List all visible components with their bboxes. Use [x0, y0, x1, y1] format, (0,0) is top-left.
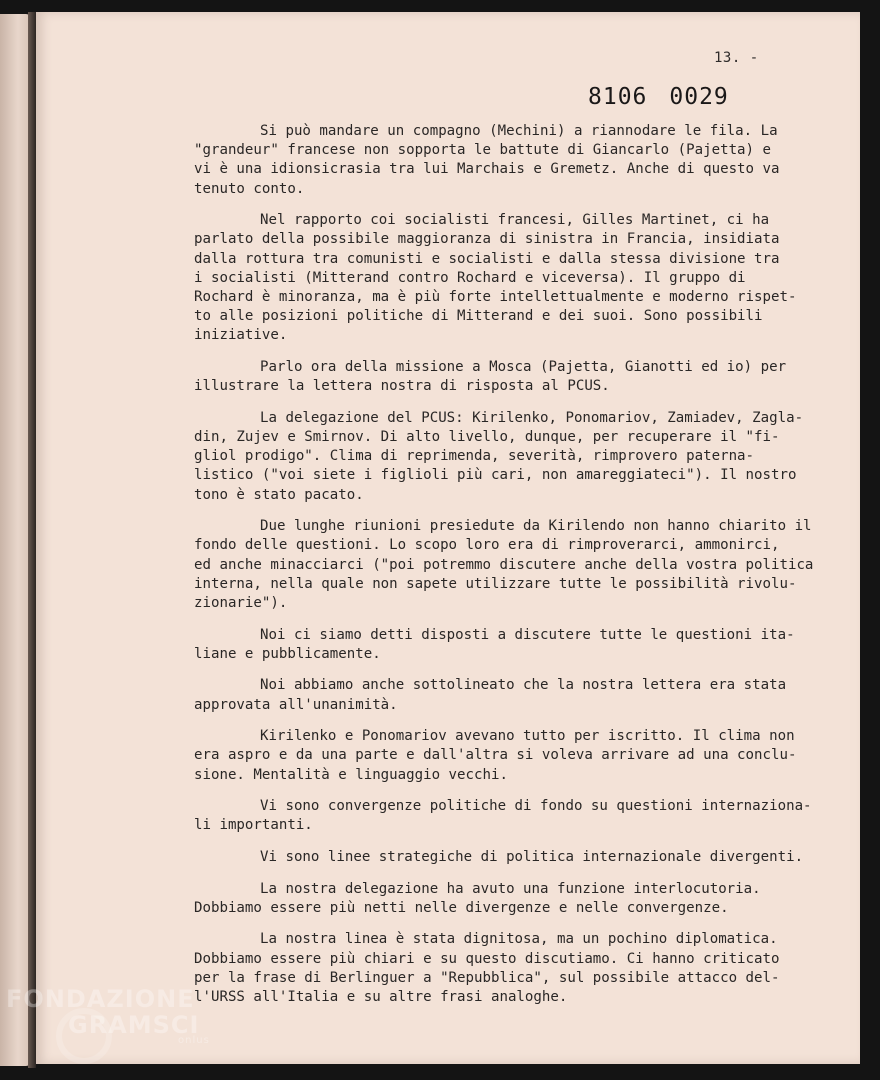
- text-line: interna, nella quale non sapete utilizzare tutte le possibilità rivolu-: [194, 575, 797, 592]
- page-number: 13. -: [714, 50, 759, 66]
- text-line: Kirilenko e Ponomariov avevano tutto per iscritto. Il clima non: [260, 728, 795, 745]
- archive-watermark: [6, 985, 210, 1046]
- text-line: li importanti.: [194, 817, 313, 834]
- facing-page-edge: [0, 14, 30, 1066]
- text-line: Noi ci siamo detti disposti a discutere tutte le questioni ita-: [260, 626, 795, 643]
- text-line: "grandeur" francese non sopporta le battute di Giancarlo (Pajetta) e: [194, 142, 771, 159]
- paragraph: [194, 409, 804, 505]
- watermark-line-3: onlus: [178, 1035, 210, 1046]
- text-line: sione. Mentalità e linguaggio vecchi.: [194, 766, 508, 783]
- text-line: tenuto conto.: [194, 180, 305, 197]
- paragraph: [194, 211, 797, 345]
- paragraph: [194, 848, 804, 867]
- archive-code-sheet: 0029: [669, 84, 729, 110]
- text-line: Dobbiamo essere più netti nelle divergenze e nelle convergenze.: [194, 899, 729, 916]
- text-line: per la frase di Berlinguer a "Repubblica", sul possibile attacco del-: [194, 969, 780, 986]
- paragraph: [194, 626, 795, 664]
- text-line: Due lunghe riunioni presiedute da Kirilendo non hanno chiarito il: [260, 518, 812, 535]
- binding-spine: [28, 12, 36, 1068]
- text-line: Si può mandare un compagno (Mechini) a riannodare le fila. La: [260, 123, 778, 139]
- text-line: Rochard è minoranza, ma è più forte intellettualmente e moderno rispet-: [194, 289, 797, 306]
- text-line: i socialisti (Mitterand contro Rochard e viceversa). Il gruppo di: [194, 269, 746, 286]
- text-line: l'URSS all'Italia e su altre frasi analoghe.: [194, 989, 568, 1006]
- text-line: approvata all'unanimità.: [194, 696, 398, 713]
- text-line: gliol prodigo". Clima di reprimenda, severità, rimprovero paterna-: [194, 448, 755, 465]
- text-line: Parlo ora della missione a Mosca (Pajetta, Gianotti ed io) per: [260, 359, 787, 376]
- text-line: era aspro e da una parte e dall'altra si voleva arrivare ad una conclu-: [194, 747, 797, 764]
- typewritten-body: [194, 122, 814, 1020]
- text-line: illustrare la lettera nostra di risposta al PCUS.: [194, 378, 610, 395]
- paragraph: [194, 880, 784, 918]
- text-line: Vi sono convergenze politiche di fondo su questioni internaziona-: [260, 798, 812, 815]
- paragraph: [194, 122, 784, 199]
- paragraph: [194, 797, 812, 835]
- text-line: Vi sono linee strategiche di politica internazionale divergenti.: [260, 849, 804, 866]
- text-line: zionarie").: [194, 595, 288, 612]
- text-line: liane e pubblicamente.: [194, 645, 381, 662]
- text-line: dalla rottura tra comunisti e socialisti e dalla stessa divisione tra: [194, 250, 780, 267]
- text-line: fondo delle questioni. Lo scopo loro era di rimproverarci, ammonirci,: [194, 537, 780, 554]
- text-line: vi è una idionsicrasia tra lui Marchais e Gremetz. Anche di questo va: [194, 161, 780, 178]
- paragraph: [194, 676, 787, 714]
- text-line: ed anche minacciarci ("poi potremmo discutere anche della vostra politica: [194, 556, 814, 573]
- text-line: La nostra delegazione ha avuto una funzione interlocutoria.: [260, 880, 761, 897]
- text-line: Dobbiamo essere più chiari e su questo discutiamo. Ci hanno criticato: [194, 950, 780, 967]
- archive-code-series: 8106: [588, 84, 648, 110]
- text-line: parlato della possibile maggioranza di sinistra in Francia, insidiata: [194, 231, 780, 248]
- paragraph: [194, 930, 784, 1007]
- watermark-line-1: FONDAZIONE: [6, 985, 195, 1013]
- paragraph: [194, 727, 797, 785]
- text-line: listico ("voi siete i figlioli più cari, non amareggiateci"). Il nostro: [194, 467, 797, 484]
- text-line: to alle posizioni politiche di Mitterand e dei suoi. Sono possibili: [194, 308, 763, 325]
- text-line: Noi abbiamo anche sottolineato che la nostra lettera era stata: [260, 677, 787, 694]
- text-line: din, Zujev e Smirnov. Di alto livello, dunque, per recuperare il "fi-: [194, 429, 780, 446]
- text-line: iniziative.: [194, 327, 288, 344]
- text-line: La delegazione del PCUS: Kirilenko, Ponomariov, Zamiadev, Zagla-: [260, 409, 804, 426]
- watermark-line-2: GRAMSCI: [68, 1011, 200, 1039]
- paragraph: [194, 358, 787, 396]
- archive-stamp: [588, 84, 751, 110]
- paragraph: [194, 517, 814, 613]
- text-line: La nostra linea è stata dignitosa, ma un pochino diplomatica.: [260, 931, 778, 948]
- text-line: Nel rapporto coi socialisti francesi, Gilles Martinet, ci ha: [260, 212, 770, 229]
- text-line: tono è stato pacato.: [194, 486, 364, 503]
